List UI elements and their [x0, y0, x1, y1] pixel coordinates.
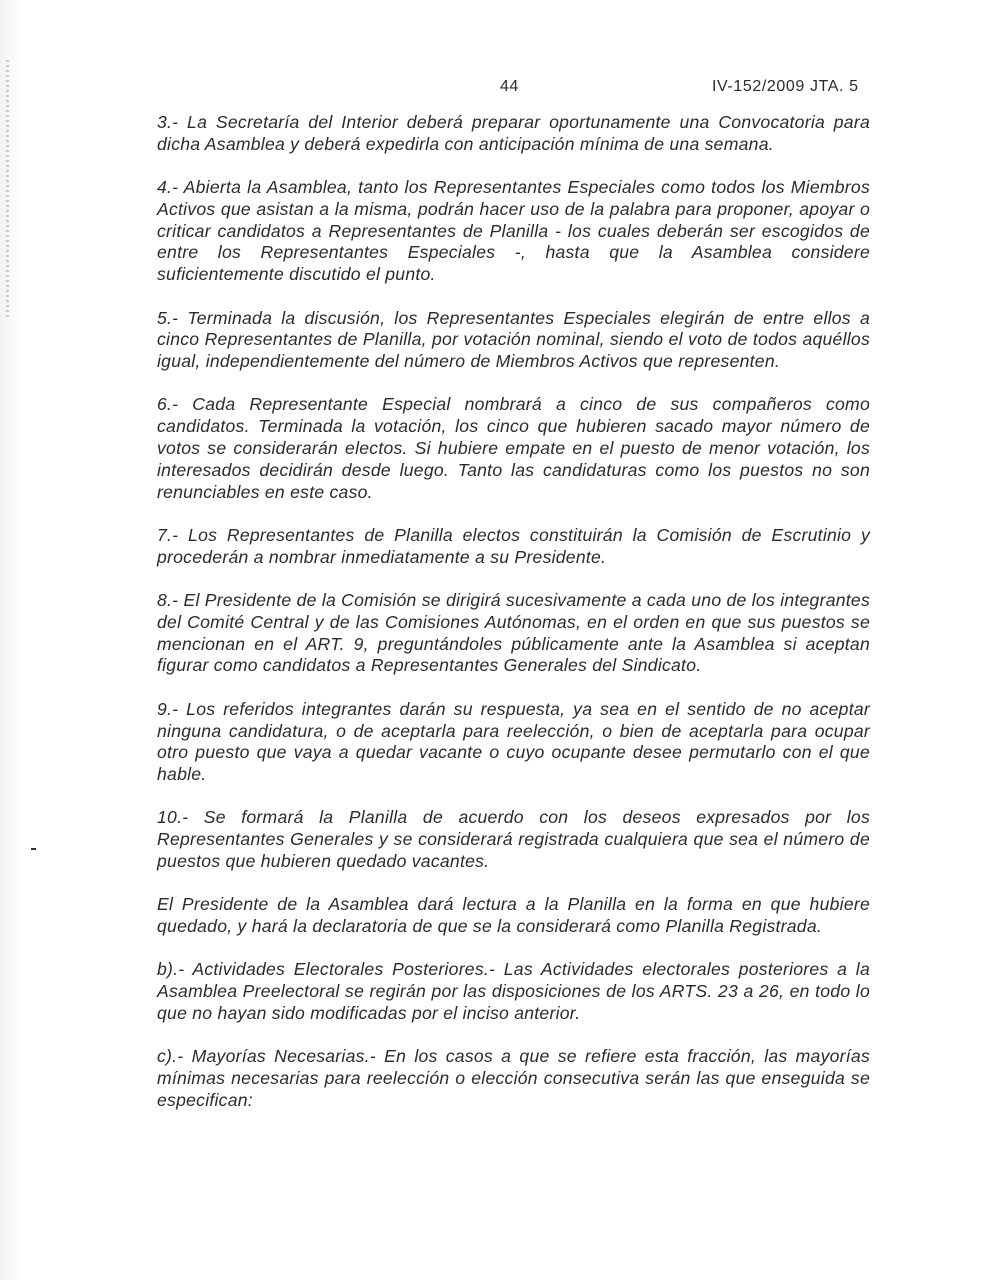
body-text — [157, 112, 870, 1133]
paragraph-10: 10.- Se formará la Planilla de acuerdo con los deseos expresados por los Representantes Generales y se considerará registrada cualquiera que sea el número de puestos que hubieren quedado vacantes. — [157, 807, 870, 872]
paragraph-6: 6.- Cada Representante Especial nombrará a cinco de sus compañeros como candidatos. Terminada la votación, los cinco que hubieren sacado mayor número de votos se considerarán electos. Si hubiere empate en el puesto de menor votación, los interesados decidirán desde luego. Tanto las candidaturas como los puestos no son renunciables en este caso. — [157, 394, 870, 502]
file-reference: IV-152/2009 JTA. 5 — [712, 78, 859, 95]
page-number: 44 — [500, 78, 519, 95]
paragraph-declaratoria: El Presidente de la Asamblea dará lectura a la Planilla en la forma en que hubiere quedado, y hará la declaratoria de que se la considerará como Planilla Registrada. — [157, 894, 870, 937]
paragraph-8: 8.- El Presidente de la Comisión se dirigirá sucesivamente a cada uno de los integrantes del Comité Central y de las Comisiones Autónomas, en el orden en que sus puestos se mencionan en el ART. 9, preguntándoles públicamente ante la Asamblea si aceptan figurar como candidatos a Representantes Generales del Sindicato. — [157, 590, 870, 676]
scan-edge-artifact — [0, 0, 22, 1280]
paragraph-4: 4.- Abierta la Asamblea, tanto los Representantes Especiales como todos los Miembros Activos que asistan a la misma, podrán hacer uso de la palabra para proponer, apoyar o criticar candidatos a Representantes de Planilla - los cuales deberán ser escogidos de entre los Representantes Especiales -, hasta que la Asamblea considere suficientemente discutido el punto. — [157, 177, 870, 285]
paragraph-3: 3.- La Secretaría del Interior deberá preparar oportunamente una Convocatoria para dicha Asamblea y deberá expedirla con anticipación mínima de una semana. — [157, 112, 870, 154]
paragraph-5: 5.- Terminada la discusión, los Representantes Especiales elegirán de entre ellos a cinco Representantes de Planilla, por votación nominal, siendo el voto de todos aquéllos igual, independientemente del número de Miembros Activos que representen. — [157, 307, 870, 372]
paragraph-c: c).- Mayorías Necesarias.- En los casos a que se refiere esta fracción, las mayorías mínimas necesarias para reelección o elección consecutiva serán las que enseguida se especifican: — [157, 1046, 870, 1110]
paragraph-b: b).- Actividades Electorales Posteriores.- Las Actividades electorales posteriores a la Asamblea Preelectoral se regirán por las disposiciones de los ARTS. 23 a 26, en todo lo que no hayan sido modificadas por el inciso anterior. — [157, 959, 870, 1023]
paragraph-9: 9.- Los referidos integrantes darán su respuesta, ya sea en el sentido de no aceptar ninguna candidatura, o de aceptarla para reelección, o bien de aceptarla para ocupar otro puesto que vaya a quedar vacante o cuyo ocupante desee permutarlo con el que hable. — [157, 698, 870, 785]
paragraph-7: 7.- Los Representantes de Planilla electos constituirán la Comisión de Escrutinio y procederán a nombrar inmediatamente a su Presidente. — [157, 524, 870, 567]
margin-mark — [31, 848, 36, 850]
